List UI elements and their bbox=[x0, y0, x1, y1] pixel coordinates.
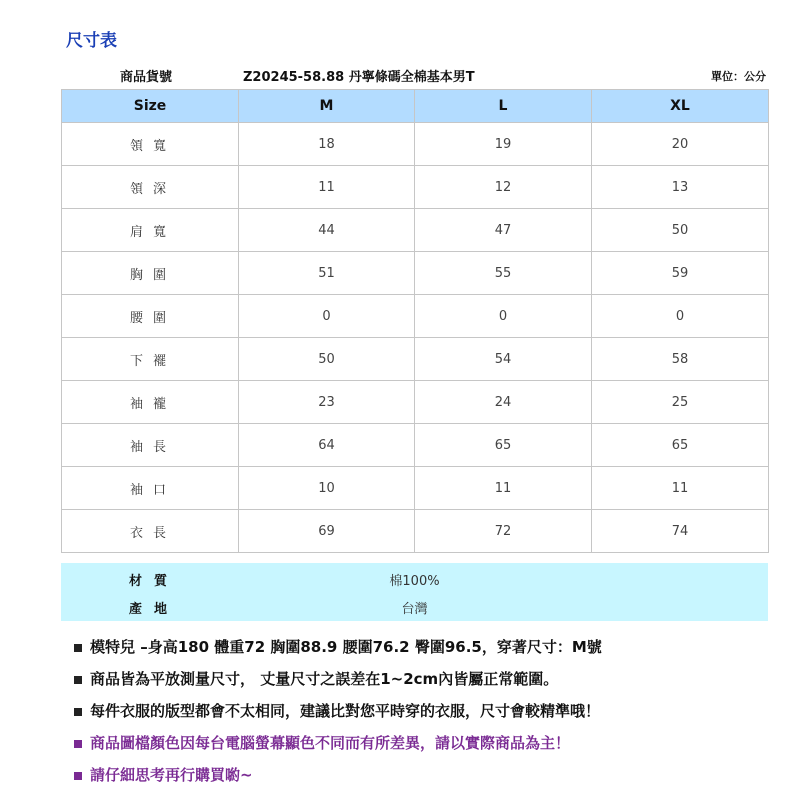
list-item bbox=[74, 668, 794, 700]
cell-xl: 58 bbox=[592, 338, 769, 381]
table-row bbox=[62, 338, 769, 381]
size-table bbox=[61, 89, 769, 553]
size-table-header-row bbox=[62, 90, 769, 123]
origin-label: 產地 bbox=[129, 602, 180, 617]
list-item bbox=[74, 636, 794, 668]
table-row bbox=[62, 123, 769, 166]
bullet-square-icon bbox=[74, 676, 82, 684]
cell-l: 47 bbox=[415, 209, 592, 252]
table-row bbox=[62, 424, 769, 467]
product-meta-row bbox=[60, 64, 770, 86]
note-text: 每件衣服的版型都會不太相同，建議比對您平時穿的衣服，尺寸會較精準哦！ bbox=[90, 702, 601, 720]
cell-xl: 74 bbox=[592, 510, 769, 553]
notes-list bbox=[74, 636, 794, 796]
product-number-label: 商品貨號 bbox=[120, 70, 173, 85]
cell-xl: 59 bbox=[592, 252, 769, 295]
material-label: 材質 bbox=[129, 574, 180, 589]
header-xl: XL bbox=[592, 90, 769, 123]
cell-m: 0 bbox=[239, 295, 415, 338]
cell-xl: 20 bbox=[592, 123, 769, 166]
material-row bbox=[61, 570, 768, 594]
cell-l: 55 bbox=[415, 252, 592, 295]
list-item bbox=[74, 732, 794, 764]
header-m: M bbox=[239, 90, 415, 123]
origin-row bbox=[61, 598, 768, 622]
unit-label: 單位：公分 bbox=[711, 70, 766, 83]
table-row bbox=[62, 510, 769, 553]
cell-l: 54 bbox=[415, 338, 592, 381]
bullet-square-icon bbox=[74, 740, 82, 748]
cell-xl: 0 bbox=[592, 295, 769, 338]
cell-m: 10 bbox=[239, 467, 415, 510]
cell-xl: 65 bbox=[592, 424, 769, 467]
material-origin-box bbox=[61, 563, 768, 621]
material-value: 棉100% bbox=[389, 574, 440, 589]
note-text: 請仔細思考再行購買喲~ bbox=[90, 766, 253, 784]
note-text: 模特兒 –身高180 體重72 胸圍88.9 腰圍76.2 臀圍96.5，穿著尺寸：M號 bbox=[90, 638, 602, 656]
note-text: 商品皆為平放測量尺寸， 丈量尺寸之誤差在1~2cm內皆屬正常範圍。 bbox=[90, 670, 559, 688]
list-item bbox=[74, 764, 794, 796]
page-title: 尺寸表 bbox=[66, 31, 117, 51]
table-row bbox=[62, 209, 769, 252]
row-label: 腰圍 bbox=[62, 295, 239, 338]
cell-l: 12 bbox=[415, 166, 592, 209]
cell-xl: 50 bbox=[592, 209, 769, 252]
row-label: 下襬 bbox=[62, 338, 239, 381]
table-row bbox=[62, 467, 769, 510]
note-text: 商品圖檔顏色因每台電腦螢幕顯色不同而有所差異，請以實際商品為主！ bbox=[90, 734, 571, 752]
cell-m: 11 bbox=[239, 166, 415, 209]
cell-xl: 25 bbox=[592, 381, 769, 424]
header-size: Size bbox=[62, 90, 239, 123]
origin-value: 台灣 bbox=[401, 602, 428, 617]
row-label: 袖襱 bbox=[62, 381, 239, 424]
bullet-square-icon bbox=[74, 772, 82, 780]
cell-xl: 13 bbox=[592, 166, 769, 209]
bullet-square-icon bbox=[74, 644, 82, 652]
row-label: 袖口 bbox=[62, 467, 239, 510]
cell-m: 23 bbox=[239, 381, 415, 424]
list-item bbox=[74, 700, 794, 732]
row-label: 袖長 bbox=[62, 424, 239, 467]
cell-l: 11 bbox=[415, 467, 592, 510]
row-label: 領深 bbox=[62, 166, 239, 209]
product-number-value: Z20245-58.88 丹寧條碼全棉基本男T bbox=[243, 70, 475, 85]
cell-l: 65 bbox=[415, 424, 592, 467]
cell-m: 51 bbox=[239, 252, 415, 295]
table-row bbox=[62, 295, 769, 338]
cell-m: 69 bbox=[239, 510, 415, 553]
cell-m: 18 bbox=[239, 123, 415, 166]
cell-l: 19 bbox=[415, 123, 592, 166]
cell-l: 24 bbox=[415, 381, 592, 424]
row-label: 領寬 bbox=[62, 123, 239, 166]
cell-l: 72 bbox=[415, 510, 592, 553]
row-label: 肩寬 bbox=[62, 209, 239, 252]
cell-l: 0 bbox=[415, 295, 592, 338]
row-label: 衣長 bbox=[62, 510, 239, 553]
table-row bbox=[62, 166, 769, 209]
header-l: L bbox=[415, 90, 592, 123]
cell-xl: 11 bbox=[592, 467, 769, 510]
cell-m: 44 bbox=[239, 209, 415, 252]
table-row bbox=[62, 252, 769, 295]
cell-m: 64 bbox=[239, 424, 415, 467]
table-row bbox=[62, 381, 769, 424]
bullet-square-icon bbox=[74, 708, 82, 716]
cell-m: 50 bbox=[239, 338, 415, 381]
row-label: 胸圍 bbox=[62, 252, 239, 295]
